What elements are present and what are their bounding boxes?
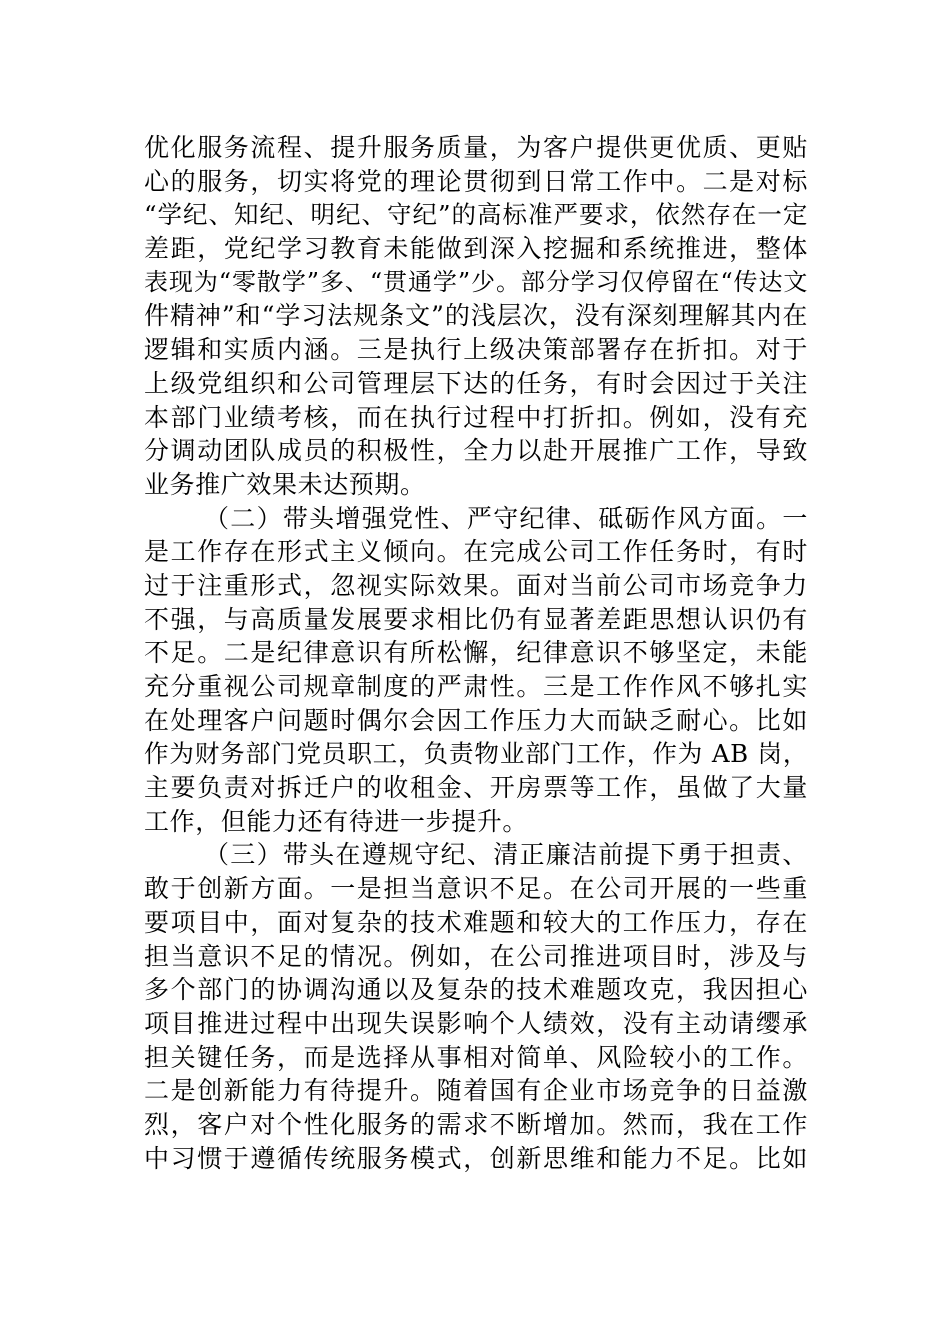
text-line: 表现为“零散学”多、“贯通学”少。部分学习仅停留在“传达文 [144, 267, 808, 296]
text-line: 主要负责对拆迁户的收租金、开房票等工作，虽做了大量 [144, 773, 808, 803]
section-heading-line: （三）带头在遵规守纪、清正廉洁前提下勇于担责、 [204, 840, 808, 870]
text-line: 二是创新能力有待提升。随着国有企业市场竞争的日益激 [144, 1076, 808, 1106]
text-line: 差距，党纪学习教育未能做到深入挖掘和系统推进，整体 [144, 234, 808, 264]
text-line: 项目推进过程中出现失误影响个人绩效，没有主动请缨承 [144, 1008, 808, 1038]
document-body [144, 131, 808, 1175]
text-line: 优化服务流程、提升服务质量，为客户提供更优质、更贴 [144, 133, 808, 162]
text-line: 逻辑和实质内涵。三是执行上级决策部署存在折扣。对于 [144, 335, 808, 365]
text-line: 中习惯于遵循传统服务模式，创新思维和能力不足。比如 [144, 1143, 808, 1173]
text-line: 件精神”和“学习法规条文”的浅层次，没有深刻理解其内在 [144, 301, 808, 331]
text-line: 要项目中，面对复杂的技术难题和较大的工作压力，存在 [144, 907, 808, 937]
text-line: 上级党组织和公司管理层下达的任务，有时会因过于关注 [144, 368, 808, 398]
section-heading-line: （二）带头增强党性、严守纪律、砥砺作风方面。一 [204, 503, 808, 533]
text-line: 工作，但能力还有待进一步提升。 [144, 806, 529, 836]
text-line: “学纪、知纪、明纪、守纪”的高标准严要求，依然存在一定 [144, 200, 808, 230]
text-line: 烈，客户对个性化服务的需求不断增加。然而，我在工作 [144, 1109, 808, 1139]
text-line: 心的服务，切实将党的理论贯彻到日常工作中。二是对标 [144, 166, 808, 196]
text-line: 本部门业绩考核，而在执行过程中打折扣。例如，没有充 [144, 402, 808, 432]
text-line: 过于注重形式，忽视实际效果。面对当前公司市场竞争力 [144, 570, 808, 600]
text-line: 作为财务部门党员职工，负责物业部门工作，作为 AB 岗， [144, 739, 808, 769]
text-line: 充分重视公司规章制度的严肃性。三是工作作风不够扎实 [144, 672, 808, 701]
text-line: 在处理客户问题时偶尔会因工作压力大而缺乏耐心。比如 [144, 705, 808, 735]
text-line: 不足。二是纪律意识有所松懈，纪律意识不够坚定，未能 [144, 638, 808, 668]
text-line: 多个部门的协调沟通以及复杂的技术难题攻克，我因担心 [144, 975, 808, 1005]
text-line: 分调动团队成员的积极性，全力以赴开展推广工作，导致 [144, 436, 808, 466]
text-line: 不强，与高质量发展要求相比仍有显著差距思想认识仍有 [144, 604, 808, 634]
text-line: 是工作存在形式主义倾向。在完成公司工作任务时，有时 [144, 537, 808, 567]
text-line: 业务推广效果未达预期。 [144, 469, 426, 499]
text-line: 担关键任务，而是选择从事相对简单、风险较小的工作。 [144, 1042, 808, 1072]
text-line: 敢于创新方面。一是担当意识不足。在公司开展的一些重 [144, 874, 808, 904]
text-line: 担当意识不足的情况。例如，在公司推进项目时，涉及与 [144, 941, 808, 971]
